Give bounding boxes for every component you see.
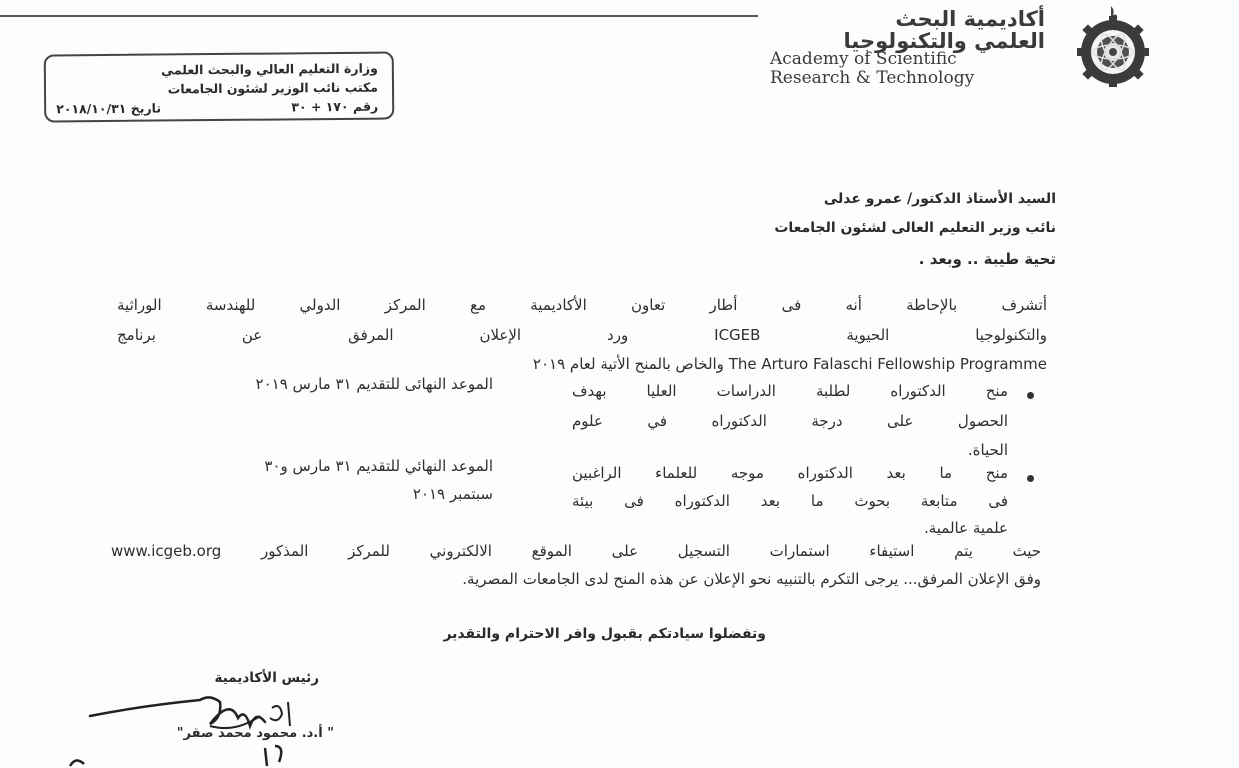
academy-en-line1: Academy of Scientific <box>770 49 957 69</box>
bullet-1-line-3: الحياة. <box>967 441 1008 459</box>
greeting: تحية طيبة .. وبعد . <box>918 250 1056 268</box>
stamp-line1: وزارة التعليم العالي والبحث العلمي <box>161 60 378 78</box>
stamp-line2: مكتب نائب الوزير لشئون الجامعات <box>167 79 379 97</box>
signatory-name: " أ.د. محمود محمد صقر" <box>176 726 334 741</box>
outro-line-2: وفق الإعلان المرفق... يرجى التكرم بالتنبيه نحو الإعلان عن هذه المنح لدى الجامعات المصرية. <box>462 570 1041 588</box>
academy-emblem-icon <box>1055 2 1175 88</box>
academy-name-english <box>770 50 1060 88</box>
stamp-number-row <box>56 97 378 119</box>
recipient-title: نائب وزير التعليم العالى لشئون الجامعات <box>774 220 1056 236</box>
signatory-title: رئيس الأكاديمية <box>214 670 319 686</box>
academy-name-arabic <box>770 8 1045 52</box>
academy-en-line2: Research & Technology <box>770 68 975 88</box>
ministry-stamp <box>44 51 395 122</box>
academy-ar-line2: العلمي والتكنولوجيا <box>843 29 1045 53</box>
bullet-1-line-2: الحصول على درجة الدكتوراه في علوم <box>572 412 1008 430</box>
bullet-1-deadline: الموعد النهائى للتقديم ٣١ مارس ٢٠١٩ <box>255 375 493 393</box>
closing-line: وتفضلوا سيادتكم بقبول وافر الاحترام والتقدير <box>443 626 766 642</box>
bullet-2-line-2: فى متابعة بحوث ما بعد الدكتوراه فى بيئة <box>572 492 1008 510</box>
intro-line-2: والتكنولوجيا الحيوية ICGEB ورد الإعلان المرفق عن برنامج <box>117 326 1047 344</box>
bullet-dot <box>1027 475 1034 482</box>
bullet-2-line-3: علمية عالمية. <box>923 519 1008 537</box>
stamp-number: رقم ١٧٠ + ٣٠ <box>291 98 379 115</box>
recipient-name: السيد الأستاذ الدكتور/ عمرو عدلى <box>823 191 1056 207</box>
stamp-date: تاريخ ٢٠١٨/١٠/٣١ <box>56 100 162 117</box>
intro-line-3: The Arturo Falaschi Fellowship Programme والخاص بالمنح الأتية لعام ٢٠١٩ <box>532 355 1047 373</box>
intro-line-1: أتشرف بالإحاطة أنه فى أطار تعاون الأكاديمية مع المركز الدولي للهندسة الوراثية <box>117 296 1047 314</box>
bullet-2-line-1: منح ما بعد الدكتوراه موجه للعلماء الراغبين <box>572 464 1008 482</box>
header-rule <box>0 15 758 17</box>
bullet-2-deadline-line-1: الموعد النهائي للتقديم ٣١ مارس و٣٠ <box>264 457 493 475</box>
bullet-dot <box>1027 392 1034 399</box>
bullet-1-line-1: منح الدكتوراه لطلبة الدراسات العليا بهدف <box>572 382 1008 400</box>
outro-line-1: حيث يتم استيفاء استمارات التسجيل على الموقع الالكتروني للمركز المذكور www.icgeb.org <box>111 542 1041 560</box>
academy-ar-line1: أكاديمية البحث <box>895 7 1045 31</box>
bullet-2-deadline-line-2: سبتمبر ٢٠١٩ <box>412 485 493 503</box>
